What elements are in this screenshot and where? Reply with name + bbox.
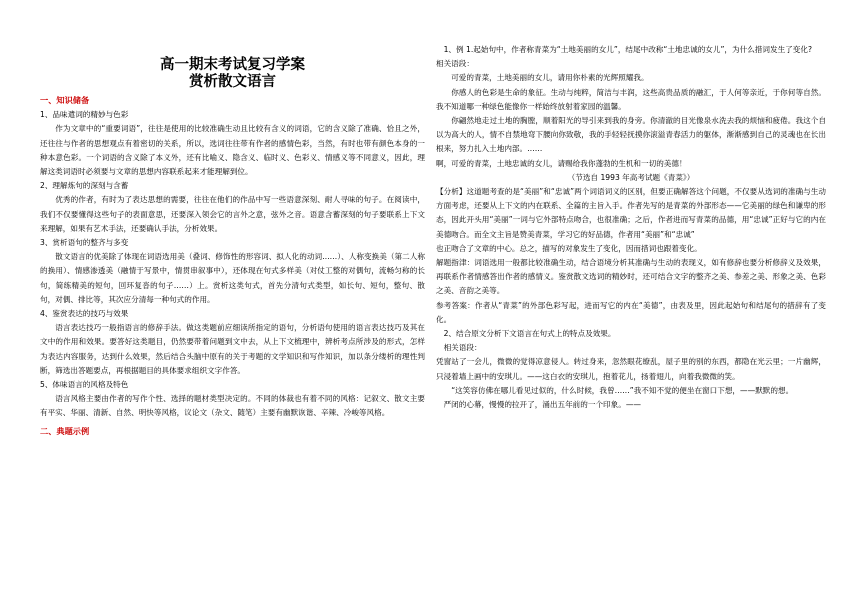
paragraph: 散文语言的优美除了体现在词语选用美（叠词、修饰性的形容词、拟人化的动词……）、人称变换美（第二人称的换用）、情感渗透美（融情于写景中，情贯串叙事中），还体现在句式多样美（对仗工整的对偶句，流畅匀称的长句，简练精美的短句，回环复沓的句子……）上。赏析这类句式，首先分清句式类型，如长句、短句，整句、散句，对偶、排比等，其次应分清每一种句式的作用。 (40, 252, 425, 304)
subheading: 3、赏析语句的整齐与多变 (40, 238, 129, 248)
label: 相关语段： (436, 59, 474, 69)
paragraph: 优秀的作者，有时为了表达思想的需要，往往在他们的作品中写一些语意深刻、耐人寻味的句子。在阅读中，我们不仅要懂得这些句子的表面意思，还要深入领会它的言外之意，弦外之音。语意含蓄深刻的句子要联系上下文来理解，如果有艺术手法，还要确认手法，分析效果。 (40, 195, 425, 233)
passage-line: “这笑容仿佛在哪儿看见过似的，什么时候，我曾……”我不知不觉的便坐在窗口下想，——默默的想。 (451, 385, 794, 395)
passage-line: 你翩然地走过土地的胸膛，顺着阳光的导引来到我的身旁。你清澈的目光像泉水洗去我的烦恼和疲倦。我这个自以为高大的人，情不自禁地弯下腰向你致敬，我的手轻轻抚摸你滚溢青春活力的躯体，渐渐感到自己的灵魂也在长出根来，努力扎入土地内部。…… (436, 116, 826, 154)
source-note: （节选自 1993 年高考试题《青菜》） (567, 172, 695, 182)
passage-line: 严闭的心幕，慢慢的拉开了，涌出五年前的一个印象。—— (443, 400, 642, 410)
passage-line: 啊，可爱的青菜，土地忠诚的女儿，请赐给我你蓬勃的生机和一切的美德！ (436, 158, 687, 168)
paragraph: 作为文章中的“重要词语”，往往是使用的比较准确生动且比较有含义的词语，它的含义除了准确、恰且之外，还往往与作者的思想观点有着密切的关系，所以，选词往往带有作者的感情色彩，当然，有时也带有颜色本身的一种本意色彩。一个词语的含义除了本义外，还有比喻义、隐含义、临时义、色彩义、情感义等不同意义，因此，理解这类词语时必须要与文章的思想内容联系起来才能理解到位。 (40, 124, 425, 177)
subheading: 1、品味遣词的精妙与色彩 (40, 110, 129, 120)
subheading: 5、体味语言的风格及特色 (40, 380, 129, 390)
question: 2、结合原文分析下文语言在句式上的特点及效果。 (443, 329, 616, 339)
subheading: 2、理解炼句的深刻与含蓄 (40, 181, 129, 191)
doc-subtitle: 赏析散文语言 (189, 73, 276, 90)
analysis: 也正吻合了文章的中心。总之，描写的对象发生了变化，因而措词也跟着变化。 (436, 243, 702, 253)
label: 相关语段： (443, 343, 482, 353)
paragraph: 语言表达技巧一般指语言的修辞手法。做这类题前应细读所指定的语句，分析语句使用的语言表达技巧及其在文中的作用和效果。要答好这类题目，仍然要带着问题到文中去，从上下文梳理中，辨析考点所涉及的形式，怎样为表达内容服务，达到什么效果，然后结合头脑中原有的关于考题的文学知识和写作知识，加以条分缕析的理性判断，筛选出答题要点，再根据题目的具体要求组织文字作答。 (40, 323, 425, 375)
left-column (40, 38, 425, 439)
passage-line: 可爱的青菜，土地美丽的女儿，请用你朴素的光辉照耀我。 (451, 73, 649, 83)
paragraph: 语言风格主要由作者的写作个性、选择的题材类型决定的。不同的体裁也有着不同的风格：记叙文、散文主要有平实、华丽、清新、自然、明快等风格，议论文（杂文、随笔）主要有幽默诙谐、辛辣、冷峻等风格。 (40, 394, 425, 418)
right-column (436, 43, 826, 412)
guide: 解题指津：词语选用一般都比较准确生动，结合语境分析其准确与生动的表现义，如有修辞也要分析修辞义及效果，再联系作者情感答出作者的感情义。鉴赏散文选词的精妙时，还可结合文字的整齐之美、参差之美、形象之美、色彩之美、音韵之美等。 (436, 258, 826, 296)
passage-line: 你感人的色彩是生命的象征。生动与纯粹，简洁与丰润，这些高贵品质的融汇，于人何等亲近，于你何等自然。我不知道哪一种绿色能像你一样始终放射着家园的温馨。 (436, 87, 826, 111)
subheading: 4、鉴赏表达的技巧与效果 (40, 309, 129, 319)
passage-line: 凭窗站了一会儿，微微的觉得凉意侵人。转过身来，忽然眼花缭乱，屋子里的别的东西，都隐在光云里；一片幽辉，只浸着墙上画中的安琪儿。——这白衣的安琪儿，抱着花儿，扬着翅儿，向着我微微的笑。 (436, 357, 826, 381)
reference-answer: 参考答案：作者从“青菜”的外部色彩写起，进而写它的内在“美德”，由表及里，因此起始句和结尾句的措辞有了变化。 (436, 300, 826, 324)
section-heading: 二、典题示例 (40, 425, 90, 436)
section-heading: 一、知识储备 (40, 95, 90, 105)
doc-title: 高一期末考试复习学案 (160, 56, 305, 73)
question: 1、例 1.起始句中，作者称青菜为“土地美丽的女儿”，结尾中改称“土地忠诚的女儿”，为什么措词发生了变化? (443, 45, 812, 54)
analysis: 【分析】这道题考查的是“美丽”和“忠诚”两个词语词义的区别，但要正确解答这个问题，不仅要从选词的准确与生动方面考虑，还要从上下文的内在联系、全篇的主旨入手。作者先写的是青菜的外部形态——它美丽的绿色和谦卑的形态，因此开头用“美丽”一词与它外部特点吻合，也很准确；之后，作者进而写青菜的品德，用“忠诚”正好与它的内在美德吻合。而全文主旨是赞美青菜，学习它的好品德，作者用“美丽”和“忠诚” (436, 187, 826, 239)
